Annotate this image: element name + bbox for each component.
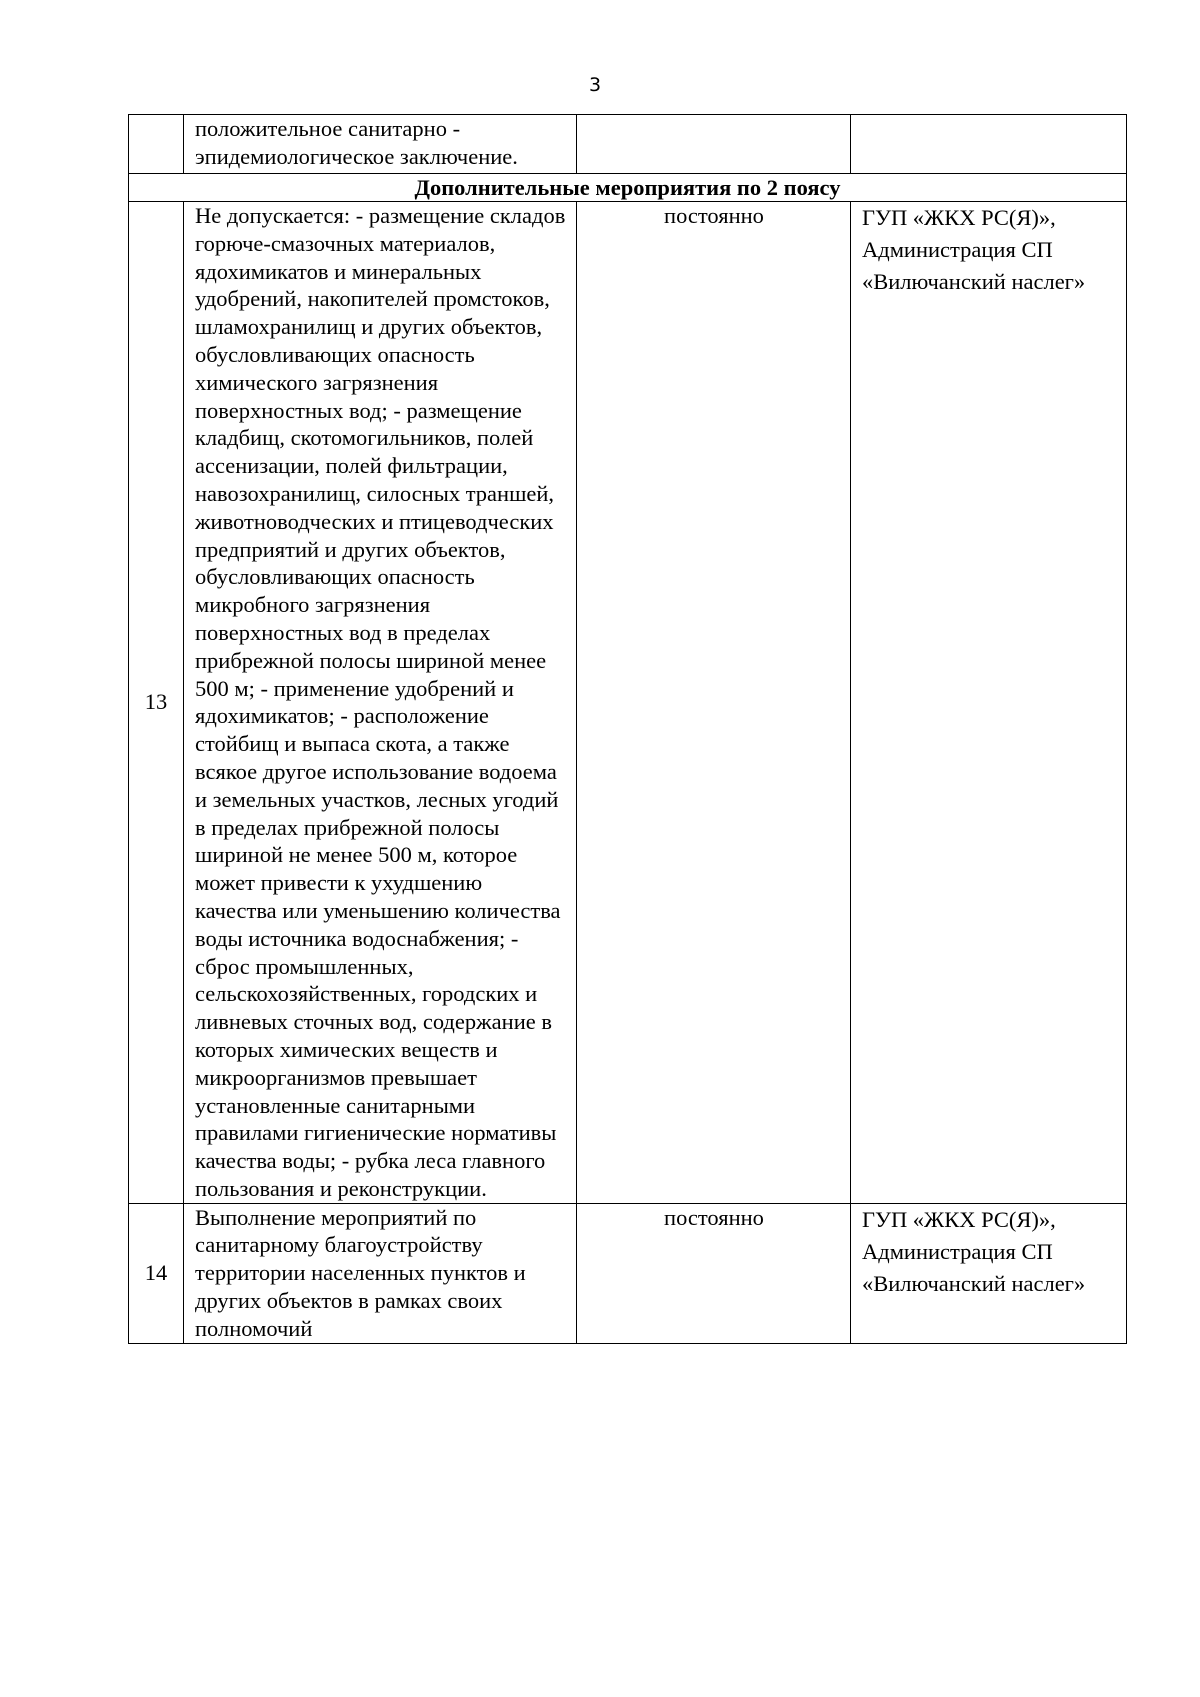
row-responsible-cell: ГУП «ЖКХ РС(Я)», Администрация СП «Вилючанский наслег»: [851, 202, 1127, 1204]
table-row-continued: [129, 115, 1127, 174]
measures-table: [128, 114, 1127, 1344]
page-number: 3: [588, 74, 602, 96]
row-number-cell: [129, 115, 184, 174]
row-description-cell: Не допускается: - размещение складов горюче-смазочных материалов, ядохимикатов и минеральных удобрений, накопителей промстоков, шламохранилищ и других объектов, обусловливающих опасность химического загрязнения поверхностных вод; - размещение кладбищ, скотомогильников, полей ассенизации, полей фильтрации, навозохранилищ, силосных траншей, животноводческих и птицеводческих предприятий и других объектов, обусловливающих опасность микробного загрязнения поверхностных вод в пределах прибрежной полосы шириной менее 500 м; - применение удобрений и ядохимикатов; - расположение стойбищ и выпаса скота, а также всякое другое использование водоема и земельных участков, лесных угодий в пределах прибрежной полосы шириной не менее 500 м, которое может привести к ухудшению качества или уменьшению количества воды источника водоснабжения; - сброс промышленных, сельскохозяйственных, городских и ливневых сточных вод, содержание в которых химических веществ и микроорганизмов превышает установленные санитарными правилами гигиенические нормативы качества воды; - рубка леса главного пользования и реконструкции.: [184, 202, 577, 1204]
row-responsible-cell: ГУП «ЖКХ РС(Я)», Администрация СП «Вилючанский наслег»: [851, 1203, 1127, 1343]
row-term-cell: постоянно: [577, 1203, 851, 1343]
row-term-cell: постоянно: [577, 202, 851, 1204]
row-number-cell: 13: [129, 202, 184, 1204]
table-row: [129, 202, 1127, 1204]
section-title: Дополнительные мероприятия по 2 поясу: [129, 174, 1127, 202]
row-responsible-cell: [851, 115, 1127, 174]
row-term-cell: [577, 115, 851, 174]
row-description-cell: Выполнение мероприятий по санитарному благоустройству территории населенных пунктов и других объектов в рамках своих полномочий: [184, 1203, 577, 1343]
table-row: [129, 1203, 1127, 1343]
section-header-row: [129, 174, 1127, 202]
row-number-cell: 14: [129, 1203, 184, 1343]
row-description-cell: положительное санитарно - эпидемиологическое заключение.: [184, 115, 577, 174]
